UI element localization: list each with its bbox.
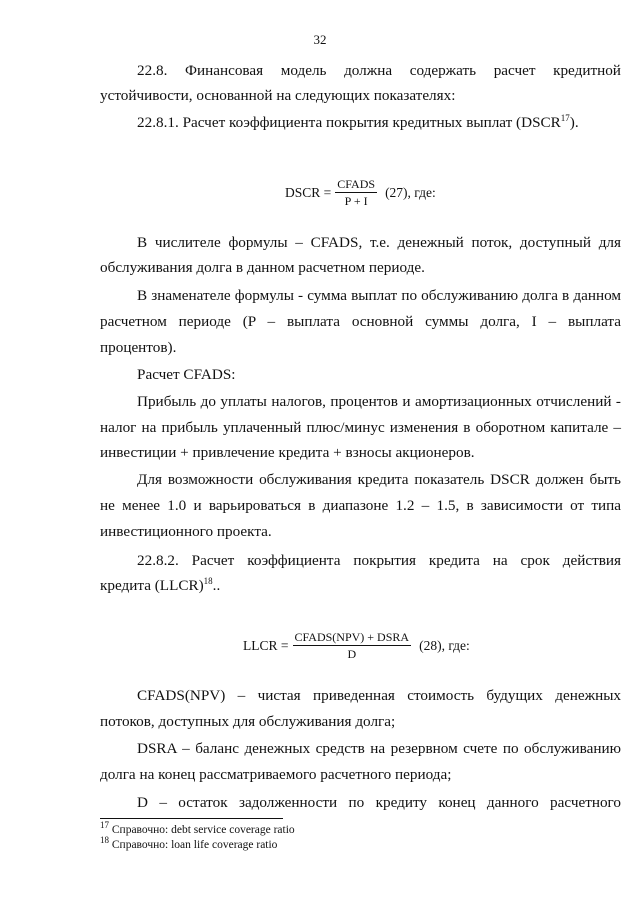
formula-lhs: LLCR = [243, 637, 289, 653]
paragraph-dsra-line-2: долга на конец рассматриваемого расчетного периода; [100, 766, 452, 783]
paragraph-text: 22.8.1. Расчет коэффициента покрытия кредитных выплат (DSCR [137, 114, 561, 131]
footnote-ref: 18 [203, 575, 213, 586]
formula-denominator: D [347, 647, 357, 661]
paragraph-d-line-1: D – остаток задолженности по кредиту конец данного расчетного [137, 794, 621, 811]
footnote-mark: 17 [100, 820, 109, 831]
paragraph-cfads-line-1: Прибыль до уплаты налогов, процентов и амортизационных отчислений - [137, 393, 621, 410]
footnote-text: Справочно: loan life coverage ratio [109, 839, 278, 851]
paragraph-cfads-npv-line-2: потоков, доступных для обслуживания долга; [100, 713, 396, 730]
word: кредитной [553, 62, 621, 79]
paragraph-dscr-line-1: Для возможности обслуживания кредита показатель DSCR должен быть [137, 471, 621, 488]
formula-fraction [293, 631, 412, 660]
formula-label: (27), где: [385, 184, 436, 200]
page-number: 32 [313, 32, 327, 47]
paragraph-22-8-2-line-2 [100, 575, 221, 594]
footnote-17 [100, 820, 295, 837]
paragraph-numerator-line-1: В числителе формулы – CFADS, т.е. денежный поток, доступный для [137, 234, 621, 251]
footnote-mark: 18 [100, 835, 109, 846]
formula-lhs: DSCR = [285, 184, 332, 200]
formula-28 [243, 631, 470, 660]
paragraph-cfads-line-3: инвестиции + привлечение кредита + взносы акционеров. [100, 444, 475, 461]
paragraph-dscr-line-3: инвестиционного проекта. [100, 523, 272, 540]
formula-fraction [335, 178, 377, 207]
footnote-18 [100, 835, 278, 852]
formula-numerator: CFADS [337, 177, 376, 191]
paragraph-22-8-line-1 [137, 63, 621, 78]
word: модель [280, 62, 327, 79]
footnote-ref: 17 [560, 112, 570, 123]
paragraph-dsra-line-1: DSRA – баланс денежных средств на резервном счете по обслуживанию [137, 740, 621, 757]
word: Финансовая [184, 62, 264, 79]
paragraph-tail: ). [569, 114, 579, 131]
formula-numerator: CFADS(NPV) + DSRA [294, 630, 410, 644]
paragraph-22-8-2-line-1: 22.8.2. Расчет коэффициента покрытия кредита на срок действия [137, 552, 621, 569]
paragraph-cfads-line-2: налог на прибыль уплаченный плюс/минус изменения в оборотном капитале – [100, 419, 621, 436]
footnote-separator [100, 818, 283, 819]
formula-denominator: P + I [344, 194, 368, 208]
paragraph-denominator-line-1: В знаменателе формулы - сумма выплат по обслуживанию долга в данном [137, 287, 621, 304]
paragraph-dscr-line-2: не менее 1.0 и варьироваться в диапазоне 1.2 – 1.5, в зависимости от типа [100, 497, 621, 514]
paragraph-denominator-line-2: расчетном периоде (P – выплата основной суммы долга, I – выплата [100, 313, 621, 330]
formula-label: (28), где: [419, 637, 470, 653]
word: содержать [409, 62, 477, 79]
section-number: 22.8. [137, 62, 168, 79]
formula-27 [285, 178, 436, 207]
paragraph-numerator-line-2: обслуживания долга в данном расчетном периоде. [100, 259, 425, 276]
paragraph-tail: .. [212, 577, 221, 594]
paragraph-22-8-line-2: устойчивости, основанной на следующих показателях: [100, 87, 456, 104]
paragraph-22-8-1 [137, 112, 579, 131]
footnote-text: Справочно: debt service coverage ratio [109, 824, 295, 836]
word: должна [344, 62, 393, 79]
word: расчет [493, 62, 536, 79]
paragraph-denominator-line-3: процентов). [100, 339, 177, 356]
paragraph-cfads-npv-line-1: CFADS(NPV) – чистая приведенная стоимость будущих денежных [137, 687, 621, 704]
paragraph-text: кредита (LLCR) [100, 577, 204, 594]
cfads-heading: Расчет CFADS: [137, 366, 236, 383]
